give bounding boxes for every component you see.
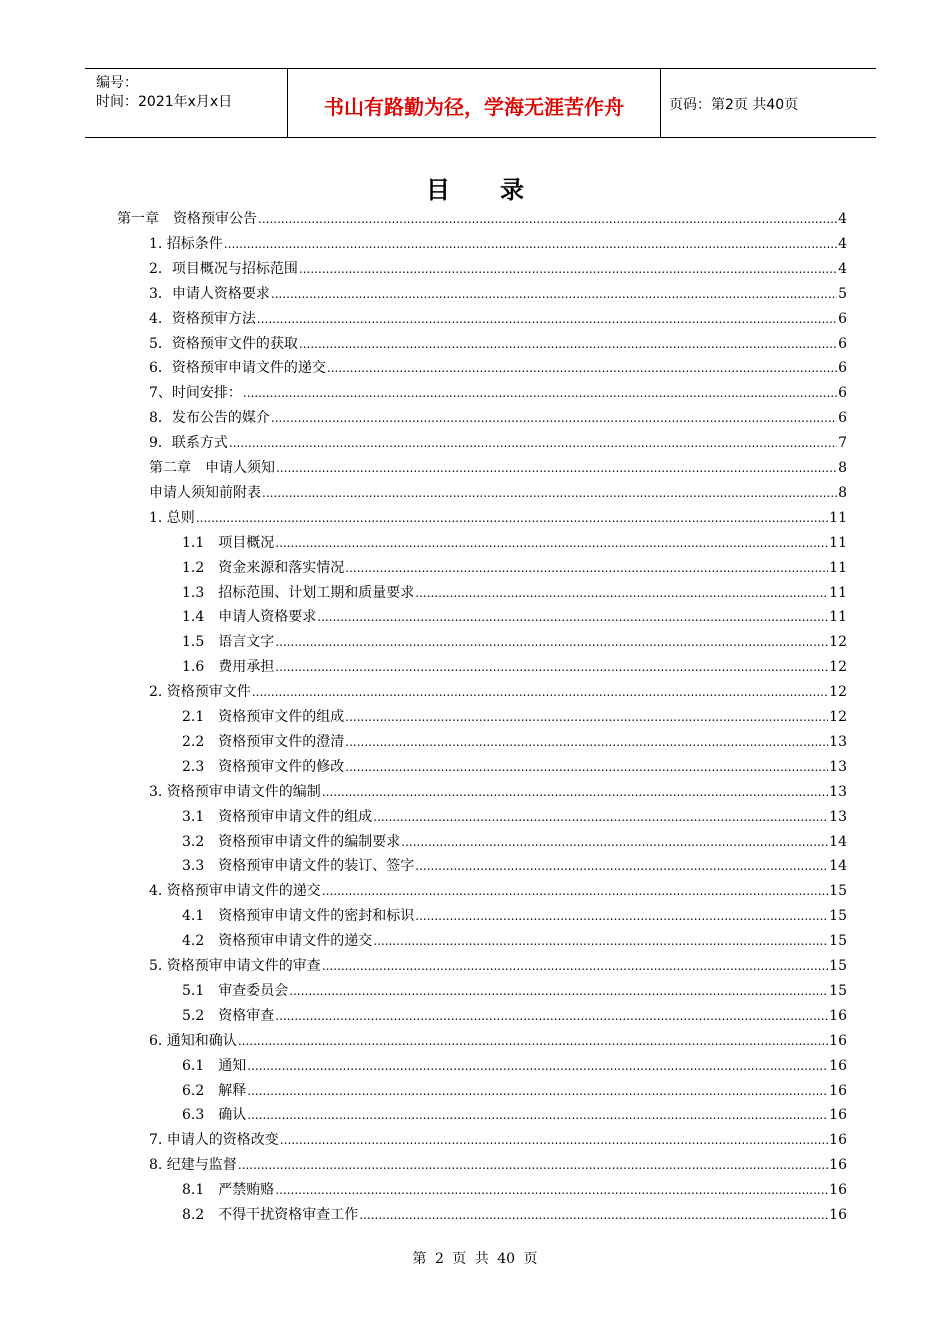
toc-entry-page: 11	[829, 509, 847, 526]
toc-entry[interactable]	[182, 929, 847, 953]
toc-entry-page: 16	[829, 1057, 847, 1074]
toc-entry-label: 8．发布公告的媒介	[149, 410, 270, 427]
toc-entry[interactable]	[182, 531, 847, 555]
toc-entry[interactable]	[149, 232, 847, 256]
toc-entry-page: 11	[829, 584, 847, 601]
toc-dot-leader	[275, 531, 828, 555]
toc-dot-leader	[415, 581, 828, 605]
toc-entry-label: 8.2 不得干扰资格审查工作	[182, 1207, 359, 1223]
toc-entry[interactable]	[149, 879, 847, 903]
toc-entry-label: 3．申请人资格要求	[149, 285, 270, 302]
toc-entry-page: 16	[829, 1107, 847, 1124]
toc-entry-label: 2.2 资格预审文件的澄清	[182, 733, 345, 750]
toc-dot-leader	[359, 1203, 828, 1227]
toc-entry-label: 7. 申请人的资格改变	[149, 1132, 279, 1149]
header-middle-cell	[287, 69, 661, 137]
toc-entry[interactable]	[149, 257, 847, 281]
toc-entry[interactable]	[182, 1103, 847, 1127]
toc-entry-label: 1.2 资金来源和落实情况	[182, 559, 345, 576]
toc-dot-leader	[322, 879, 828, 903]
toc-entry-page: 13	[829, 808, 847, 825]
toc-entry-label: 3. 资格预审申请文件的编制	[149, 783, 321, 800]
header-motto: 书山有路勤为径，学海无涯苦作舟	[324, 95, 624, 119]
toc-entry-label: 4.1 资格预审申请文件的密封和标识	[182, 908, 415, 925]
toc-entry-label: 1. 总则	[149, 509, 195, 526]
toc-entry-page: 4	[838, 235, 847, 252]
toc-entry[interactable]	[149, 1029, 847, 1053]
toc-entry-label: 2.1 资格预审文件的组成	[182, 709, 345, 725]
toc-entry-page: 6	[838, 385, 847, 402]
toc-entry-page: 8	[838, 484, 847, 501]
toc-entry-label: 第二章 申请人须知	[149, 460, 275, 476]
toc-entry-page: 7	[838, 435, 847, 452]
toc-entry-label: 4．资格预审方法	[149, 310, 256, 327]
toc-title: 目录	[426, 176, 574, 204]
toc-entry[interactable]	[182, 830, 847, 854]
toc-entry-page: 16	[829, 1207, 847, 1223]
toc-entry-label: 1.6 费用承担	[182, 659, 275, 676]
toc-entry-label: 1.1 项目概况	[182, 534, 275, 551]
toc-entry[interactable]	[182, 755, 847, 779]
toc-entry[interactable]	[182, 630, 847, 654]
toc-entry-label: 1. 招标条件	[149, 235, 223, 252]
document-time-label: 时间：2021年x月x日	[96, 94, 233, 110]
toc-dot-leader	[271, 406, 837, 430]
toc-entry[interactable]	[149, 406, 847, 430]
toc-entry[interactable]	[182, 605, 847, 629]
toc-dot-leader	[275, 1178, 828, 1202]
toc-dot-leader	[373, 929, 828, 953]
toc-dot-leader	[252, 680, 828, 704]
toc-entry-page: 11	[829, 609, 847, 626]
toc-entry-page: 16	[829, 1182, 847, 1199]
toc-entry-page: 15	[829, 908, 847, 925]
toc-entry-label: 9．联系方式	[149, 435, 228, 452]
toc-entry-label: 2. 资格预审文件	[149, 684, 251, 701]
toc-entry-page: 6	[838, 360, 847, 377]
toc-dot-leader	[322, 780, 828, 804]
toc-entry[interactable]	[182, 904, 847, 928]
toc-dot-leader	[257, 307, 837, 331]
toc-dot-leader	[276, 456, 837, 480]
toc-dot-leader	[373, 805, 828, 829]
toc-dot-leader	[196, 506, 828, 530]
toc-entry-label: 第一章 资格预审公告	[117, 211, 257, 227]
toc-dot-leader	[345, 755, 828, 779]
toc-dot-leader	[345, 705, 828, 729]
toc-entry-label: 1.3 招标范围、计划工期和质量要求	[182, 584, 415, 601]
toc-dot-leader	[275, 655, 828, 679]
toc-entry[interactable]	[182, 1203, 847, 1227]
toc-entry-label: 6．资格预审申请文件的递交	[149, 360, 326, 377]
toc-dot-leader	[238, 1029, 828, 1053]
header-page-label: 页码：第2页 共40页	[669, 97, 799, 113]
toc-entry[interactable]	[149, 481, 847, 505]
toc-dot-leader	[401, 830, 828, 854]
toc-entry-page: 16	[829, 1082, 847, 1099]
toc-entry-page: 13	[829, 733, 847, 750]
header-left-cell	[85, 69, 287, 137]
toc-dot-leader	[345, 556, 828, 580]
toc-entry[interactable]	[182, 1054, 847, 1078]
toc-entry-page: 6	[838, 310, 847, 327]
toc-dot-leader	[229, 431, 837, 455]
toc-entry[interactable]	[182, 979, 847, 1003]
toc-entry-page: 16	[829, 1157, 847, 1174]
toc-entry[interactable]	[182, 1004, 847, 1028]
toc-dot-leader	[299, 257, 837, 281]
toc-dot-leader	[275, 630, 828, 654]
toc-dot-leader	[345, 730, 828, 754]
toc-entry-page: 12	[829, 634, 847, 651]
document-number-label: 编号：	[96, 75, 138, 91]
toc-entry-page: 15	[829, 982, 847, 999]
toc-dot-leader	[415, 904, 828, 928]
toc-entry-label: 3.3 资格预审申请文件的装订、签字	[182, 858, 415, 875]
toc-entry[interactable]	[117, 207, 847, 231]
toc-entry[interactable]	[149, 456, 847, 480]
toc-entry-label: 1.5 语言文字	[182, 634, 275, 651]
toc-entry[interactable]	[182, 655, 847, 679]
toc-entry-label: 5. 资格预审申请文件的审查	[149, 958, 321, 974]
toc-entry[interactable]	[149, 1128, 847, 1152]
toc-entry-page: 16	[829, 1132, 847, 1149]
toc-entry[interactable]	[182, 581, 847, 605]
toc-entry-page: 15	[829, 933, 847, 950]
toc-entry-label: 5.1 审查委员会	[182, 982, 289, 999]
toc-entry[interactable]	[182, 556, 847, 580]
toc-entry-label: 5．资格预审文件的获取	[149, 335, 298, 352]
toc-entry-label: 4.2 资格预审申请文件的递交	[182, 933, 373, 950]
toc-entry-page: 11	[829, 534, 847, 551]
toc-entry[interactable]	[149, 381, 847, 405]
toc-entry-page: 14	[829, 858, 847, 875]
toc-dot-leader	[243, 381, 837, 405]
page-footer: 第 2 页 共 40 页	[412, 1251, 538, 1267]
toc-entry-label: 8.1 严禁贿赂	[182, 1182, 275, 1199]
toc-dot-leader	[280, 1128, 828, 1152]
toc-dot-leader	[262, 481, 837, 505]
toc-dot-leader	[258, 207, 837, 231]
toc-dot-leader	[317, 605, 828, 629]
toc-entry-page: 14	[829, 833, 847, 850]
toc-entry-page: 8	[838, 460, 847, 476]
toc-entry[interactable]	[149, 680, 847, 704]
toc-entry-page: 6	[838, 335, 847, 352]
toc-dot-leader	[247, 1054, 828, 1078]
toc-entry[interactable]	[182, 854, 847, 878]
toc-entry-page: 13	[829, 758, 847, 775]
toc-entry[interactable]	[149, 431, 847, 455]
toc-entry[interactable]	[149, 356, 847, 380]
toc-entry[interactable]	[149, 307, 847, 331]
toc-entry-label: 2.3 资格预审文件的修改	[182, 758, 345, 775]
toc-entry[interactable]	[182, 730, 847, 754]
toc-entry-label: 7、时间安排：	[149, 385, 242, 402]
toc-entry[interactable]	[149, 332, 847, 356]
toc-entry-page: 16	[829, 1007, 847, 1024]
toc-entry[interactable]	[149, 506, 847, 530]
page-header	[85, 68, 876, 138]
toc-entry-page: 5	[838, 285, 847, 302]
toc-dot-leader	[275, 1004, 828, 1028]
header-right-cell	[660, 69, 876, 137]
toc-entry[interactable]	[149, 1153, 847, 1177]
toc-entry[interactable]	[182, 705, 847, 729]
toc-entry-label: 4. 资格预审申请文件的递交	[149, 883, 321, 900]
toc-entry-label: 8. 纪建与监督	[149, 1157, 237, 1174]
toc-entry-label: 1.4 申请人资格要求	[182, 609, 317, 626]
toc-entry-label: 2．项目概况与招标范围	[149, 260, 298, 277]
toc-entry[interactable]	[149, 954, 847, 978]
toc-entry-label: 3.1 资格预审申请文件的组成	[182, 808, 373, 825]
toc-dot-leader	[224, 232, 837, 256]
toc-entry[interactable]	[149, 780, 847, 804]
toc-entry-page: 15	[829, 883, 847, 900]
toc-dot-leader	[289, 979, 828, 1003]
toc-dot-leader	[247, 1103, 828, 1127]
toc-entry[interactable]	[182, 805, 847, 829]
toc-entry[interactable]	[149, 282, 847, 306]
toc-entry-page: 4	[838, 260, 847, 277]
toc-entry-label: 3.2 资格预审申请文件的编制要求	[182, 833, 401, 850]
toc-entry[interactable]	[182, 1178, 847, 1202]
toc-entry-page: 12	[829, 709, 847, 725]
toc-entry-label: 6.2 解释	[182, 1082, 247, 1099]
toc-entry-label: 6. 通知和确认	[149, 1032, 237, 1049]
toc-entry-label: 6.3 确认	[182, 1107, 247, 1124]
toc-entry-page: 11	[829, 559, 847, 576]
toc-dot-leader	[247, 1079, 828, 1103]
toc-entry-page: 6	[838, 410, 847, 427]
toc-dot-leader	[238, 1153, 828, 1177]
toc-entry-label: 申请人须知前附表	[149, 484, 261, 501]
toc-entry-label: 5.2 资格审查	[182, 1007, 275, 1024]
toc-entry-page: 15	[829, 958, 847, 974]
toc-entry-page: 16	[829, 1032, 847, 1049]
toc-entry-page: 12	[829, 659, 847, 676]
toc-dot-leader	[327, 356, 837, 380]
toc-entry[interactable]	[182, 1079, 847, 1103]
toc-dot-leader	[271, 282, 837, 306]
toc-entry-page: 13	[829, 783, 847, 800]
toc-dot-leader	[299, 332, 837, 356]
toc-entry-label: 6.1 通知	[182, 1057, 247, 1074]
toc-entry-page: 4	[838, 211, 847, 227]
toc-dot-leader	[322, 954, 828, 978]
toc-entry-page: 12	[829, 684, 847, 701]
toc-dot-leader	[415, 854, 828, 878]
